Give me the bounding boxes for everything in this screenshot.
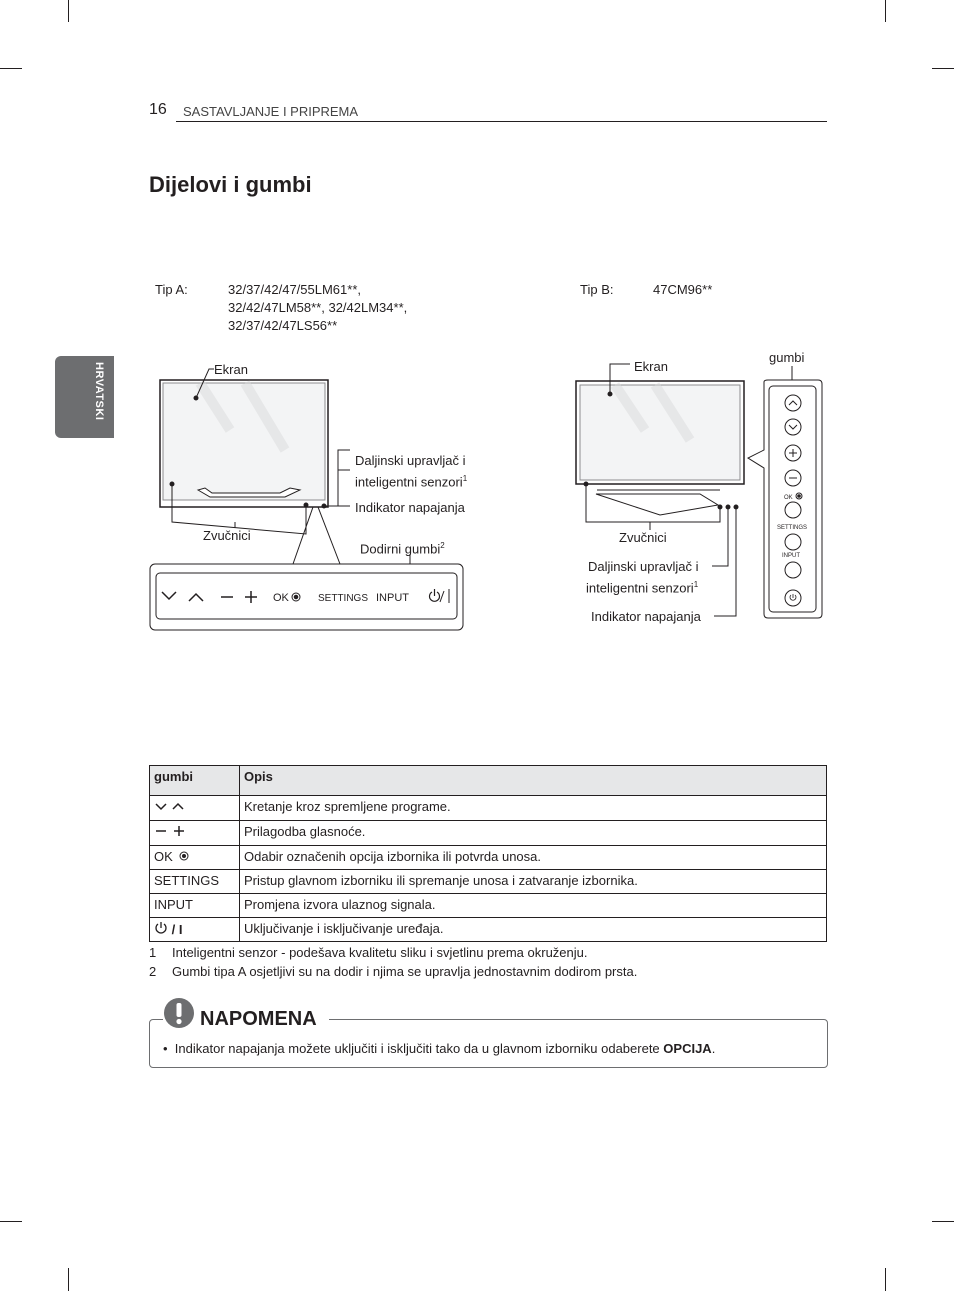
crop-mark	[0, 1221, 22, 1222]
tv-b-stand	[596, 494, 718, 515]
note-text: • Indikator napajanja možete uključiti i isključiti tako da u glavnom izborniku odaberete OPCIJA.	[163, 1041, 716, 1056]
crop-mark	[932, 1221, 954, 1222]
table-header: Opis	[240, 766, 827, 796]
table-cell-desc: Kretanje kroz spremljene programe.	[240, 796, 827, 821]
type-b-model: 47CM96**	[653, 282, 713, 297]
type-a-model: 32/37/42/47LS56**	[228, 318, 338, 333]
buttons-table	[149, 765, 827, 942]
table-header: gumbi	[150, 766, 240, 796]
tv-a-ok-label: OK	[273, 592, 289, 604]
table-row	[150, 918, 827, 942]
ok-key-label: OK	[154, 849, 173, 864]
tv-b-input-label: INPUT	[782, 553, 800, 559]
table-row	[150, 846, 827, 870]
table-row	[150, 796, 827, 821]
footnote-text: Inteligentni senzor - podešava kvalitetu sliku i svjetlinu prema okruženju.	[172, 945, 588, 960]
table-row	[150, 870, 827, 894]
crop-mark	[885, 1268, 886, 1291]
table-cell-desc: Prilagodba glasnoće.	[240, 821, 827, 846]
channel-up-down-icon	[154, 799, 188, 813]
type-a-label: Tip A:	[155, 282, 188, 297]
table-row	[150, 894, 827, 918]
volume-minus-plus-icon	[154, 824, 188, 838]
tv-b-settings-label: SETTINGS	[777, 525, 808, 531]
ok-icon	[176, 849, 190, 861]
tv-a-power-indicator-label: Indikator napajanja	[355, 500, 465, 515]
tv-a-screen-label: Ekran	[214, 362, 248, 377]
table-header-row	[150, 766, 827, 796]
type-a-model: 32/42/47LM58**, 32/42LM34**,	[228, 300, 408, 315]
footnote-number: 2	[149, 964, 157, 979]
input-key-label: INPUT	[150, 894, 240, 918]
tv-b-sensor-label: Daljinski upravljač i	[588, 559, 699, 574]
footnote-number: 1	[149, 945, 157, 960]
tv-b-screen-label: Ekran	[634, 359, 668, 374]
tv-a-sensor-label: inteligentni senzori$^1$	[355, 474, 468, 490]
table-cell-desc: Promjena izvora ulaznog signala.	[240, 894, 827, 918]
tv-a-input-label: INPUT	[376, 592, 409, 604]
type-a-model: 32/37/42/47/55LM61**,	[228, 282, 361, 297]
power-key-label: / I	[171, 922, 183, 937]
table-cell-desc: Odabir označenih opcija izbornika ili potvrda unosa.	[240, 846, 827, 870]
tv-a-settings-label: SETTINGS	[318, 593, 369, 604]
table-cell-desc: Pristup glavnom izborniku ili spremanje unosa i zatvaranje izbornika.	[240, 870, 827, 894]
table-cell-desc: Uključivanje i isključivanje uređaja.	[240, 918, 827, 942]
footnote-text: Gumbi tipa A osjetljivi su na dodir i njima se upravlja jednostavnim dodirom prsta.	[172, 964, 638, 979]
tv-b-buttons-label: gumbi	[769, 350, 805, 365]
settings-key-label: SETTINGS	[150, 870, 240, 894]
tv-a-speakers-label: Zvučnici	[203, 528, 251, 543]
crop-mark	[68, 1268, 69, 1291]
tv-b-power-indicator-label: Indikator napajanja	[591, 609, 701, 624]
section-title: SASTAVLJANJE I PRIPREMA	[183, 104, 359, 119]
note-title: NAPOMENA	[200, 1008, 317, 1030]
table-row	[150, 821, 827, 846]
tv-a-screen	[163, 383, 325, 500]
tv-b-ok-label: OK	[784, 495, 793, 501]
page-number: 16	[149, 101, 167, 118]
type-b-label: Tip B:	[580, 282, 614, 297]
language-tab: HRVATSKI	[55, 356, 114, 438]
warning-icon	[163, 997, 195, 1029]
power-icon	[154, 921, 168, 934]
tv-a-sensor-label: Daljinski upravljač i	[355, 453, 466, 468]
tv-b-sensor-label: inteligentni senzori$^1$	[586, 580, 699, 596]
tv-b-speakers-label: Zvučnici	[619, 530, 667, 545]
tv-a-touch-buttons-label: Dodirni gumbi$^2$	[360, 541, 445, 557]
page-title: Dijelovi i gumbi	[149, 172, 312, 197]
tv-a-touch-panel	[150, 564, 463, 630]
